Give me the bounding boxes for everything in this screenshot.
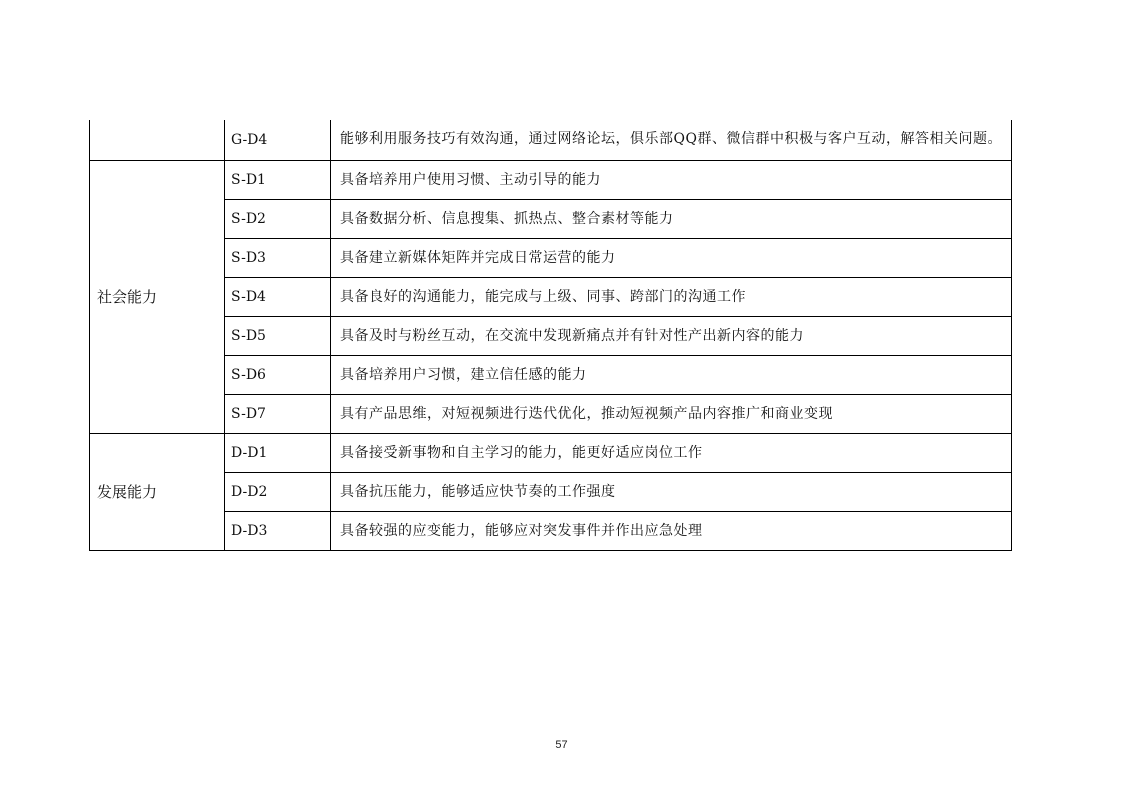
table-row xyxy=(90,277,1012,316)
description-cell: 具备抗压能力，能够适应快节奏的工作强度 xyxy=(331,472,1012,511)
code-cell: D-D2 xyxy=(225,472,331,511)
table-row xyxy=(90,394,1012,433)
table-row xyxy=(90,316,1012,355)
description-cell: 具备接受新事物和自主学习的能力，能更好适应岗位工作 xyxy=(331,433,1012,472)
code-cell: G-D4 xyxy=(225,120,331,160)
table-row xyxy=(90,355,1012,394)
table-row xyxy=(90,120,1012,160)
table-row xyxy=(90,472,1012,511)
table-row xyxy=(90,160,1012,199)
code-cell: S-D5 xyxy=(225,316,331,355)
description-cell: 具备建立新媒体矩阵并完成日常运营的能力 xyxy=(331,238,1012,277)
table-row xyxy=(90,511,1012,550)
category-cell-continued xyxy=(90,120,225,160)
description-cell: 能够利用服务技巧有效沟通，通过网络论坛，俱乐部QQ群、微信群中积极与客户互动，解答相关问题。 xyxy=(331,120,1012,160)
code-cell: S-D3 xyxy=(225,238,331,277)
code-cell: D-D1 xyxy=(225,433,331,472)
description-cell: 具备较强的应变能力，能够应对突发事件并作出应急处理 xyxy=(331,511,1012,550)
description-cell: 具备数据分析、信息搜集、抓热点、整合素材等能力 xyxy=(331,199,1012,238)
category-cell-social: 社会能力 xyxy=(90,160,225,433)
category-cell-development: 发展能力 xyxy=(90,433,225,550)
description-cell: 具备培养用户习惯，建立信任感的能力 xyxy=(331,355,1012,394)
table-row xyxy=(90,433,1012,472)
code-cell: D-D3 xyxy=(225,511,331,550)
code-cell: S-D2 xyxy=(225,199,331,238)
description-cell: 具备良好的沟通能力，能完成与上级、同事、跨部门的沟通工作 xyxy=(331,277,1012,316)
code-cell: S-D1 xyxy=(225,160,331,199)
description-cell: 具备培养用户使用习惯、主动引导的能力 xyxy=(331,160,1012,199)
code-cell: S-D4 xyxy=(225,277,331,316)
table-row xyxy=(90,199,1012,238)
ability-table xyxy=(89,120,1012,551)
description-cell: 具备及时与粉丝互动，在交流中发现新痛点并有针对性产出新内容的能力 xyxy=(331,316,1012,355)
page-number: 57 xyxy=(555,739,568,751)
code-cell: S-D6 xyxy=(225,355,331,394)
table-row xyxy=(90,238,1012,277)
description-cell: 具有产品思维，对短视频进行迭代优化，推动短视频产品内容推广和商业变现 xyxy=(331,394,1012,433)
code-cell: S-D7 xyxy=(225,394,331,433)
